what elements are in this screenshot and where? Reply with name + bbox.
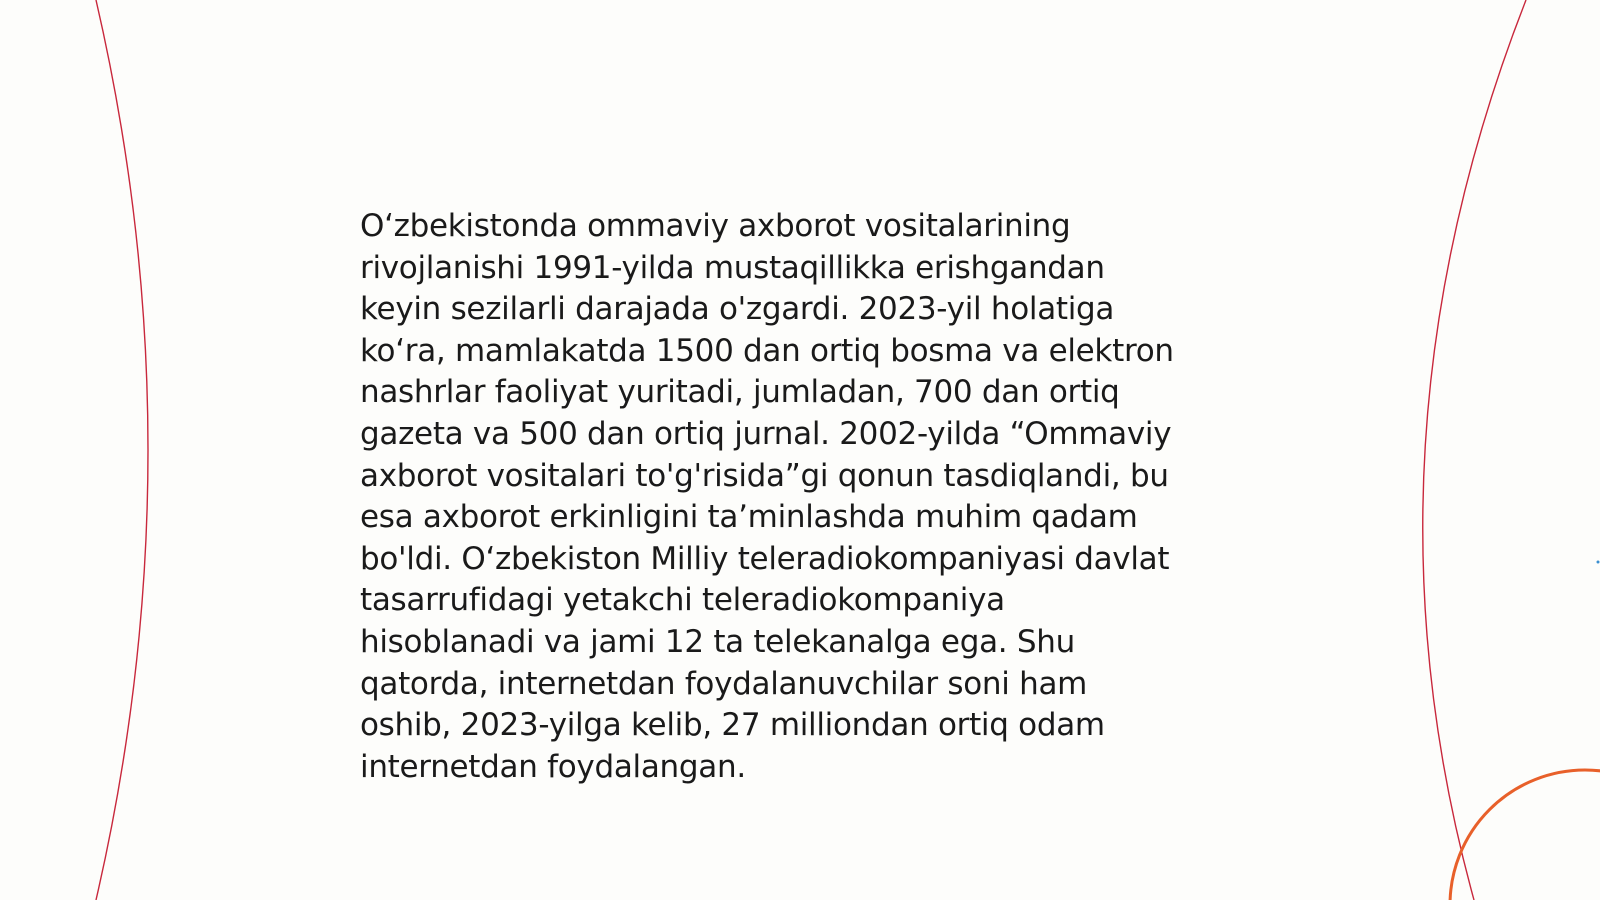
paragraph-line: ko‘ra, mamlakatda 1500 dan ortiq bosma va elektron (360, 332, 1174, 369)
paragraph-line: rivojlanishi 1991-yilda mustaqillikka erishgandan (360, 249, 1105, 286)
paragraph-line: O‘zbekistonda ommaviy axborot vositalarining (360, 208, 1071, 244)
paragraph-line: esa axborot erkinligini ta’minlashda muhim qadam (360, 499, 1138, 536)
paragraph-line: gazeta va 500 dan ortiq jurnal. 2002-yilda “Ommaviy (360, 415, 1172, 452)
paragraph-line: internetdan foydalangan. (360, 748, 746, 785)
paragraph-line: axborot vositalari to'g'risida”gi qonun tasdiqlandi, bu (360, 457, 1169, 494)
body-paragraph (360, 206, 1240, 788)
orange-circle-outline (1450, 770, 1600, 900)
left-arc-line (96, 0, 148, 900)
paragraph-line: qatorda, internetdan foydalanuvchilar soni ham (360, 665, 1088, 702)
paragraph-line: hisoblanadi va jami 12 ta telekanalga ega. Shu (360, 623, 1075, 660)
paragraph-line: keyin sezilarli darajada o'zgardi. 2023-yil holatiga (360, 291, 1115, 328)
small-blue-dot (1597, 561, 1600, 564)
paragraph-line: tasarrufidagi yetakchi teleradiokompaniya (360, 582, 1005, 619)
paragraph-line: bo'ldi. O‘zbekiston Milliy teleradiokompaniyasi davlat (360, 540, 1170, 577)
right-arc-line (1423, 0, 1526, 900)
paragraph-line: oshib, 2023-yilga kelib, 27 milliondan ortiq odam (360, 707, 1105, 744)
paragraph-line: nashrlar faoliyat yuritadi, jumladan, 700 dan ortiq (360, 374, 1120, 411)
